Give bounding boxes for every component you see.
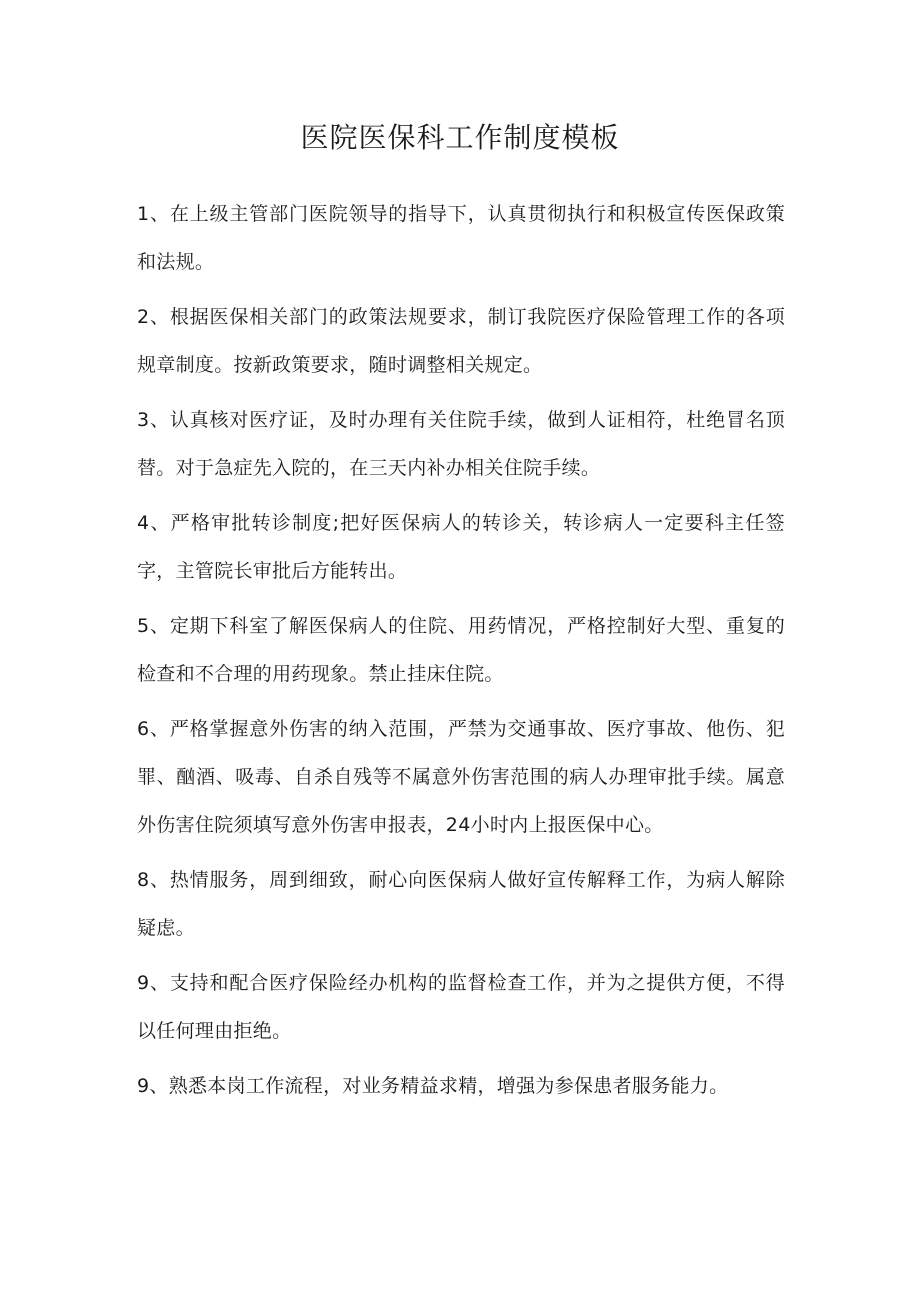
clause-list [137,190,785,1117]
clause-1: 1、在上级主管部门医院领导的指导下，认真贯彻执行和积极宣传医保政策和法规。 [137,203,785,273]
clause-6: 6、严格掌握意外伤害的纳入范围，严禁为交通事故、医疗事故、他伤、犯罪、酗酒、吸毒、自杀自残等不属意外伤害范围的病人办理审批手续。属意外伤害住院须填写意外伤害申报表，24小时内上报医保中心。 [137,718,785,836]
clause-8: 8、热情服务，周到细致，耐心向医保病人做好宣传解释工作，为病人解除疑虑。 [137,869,785,939]
document-title: 医院医保科工作制度模板 [300,121,620,154]
clause-9b: 9、熟悉本岗工作流程，对业务精益求精，增强为参保患者服务能力。 [137,1075,729,1097]
clause-9a: 9、支持和配合医疗保险经办机构的监督检查工作，并为之提供方便，不得以任何理由拒绝。 [137,972,785,1042]
clause-3: 3、认真核对医疗证，及时办理有关住院手续，做到人证相符，杜绝冒名顶替。对于急症先入院的，在三天内补办相关住院手续。 [137,409,785,479]
clause-4: 4、严格审批转诊制度;把好医保病人的转诊关，转诊病人一定要科主任签字，主管院长审批后方能转出。 [137,512,785,582]
clause-5: 5、定期下科室了解医保病人的住院、用药情况，严格控制好大型、重复的检查和不合理的用药现象。禁止挂床住院。 [137,615,785,685]
clause-2: 2、根据医保相关部门的政策法规要求，制订我院医疗保险管理工作的各项规章制度。按新政策要求，随时调整相关规定。 [137,306,785,376]
